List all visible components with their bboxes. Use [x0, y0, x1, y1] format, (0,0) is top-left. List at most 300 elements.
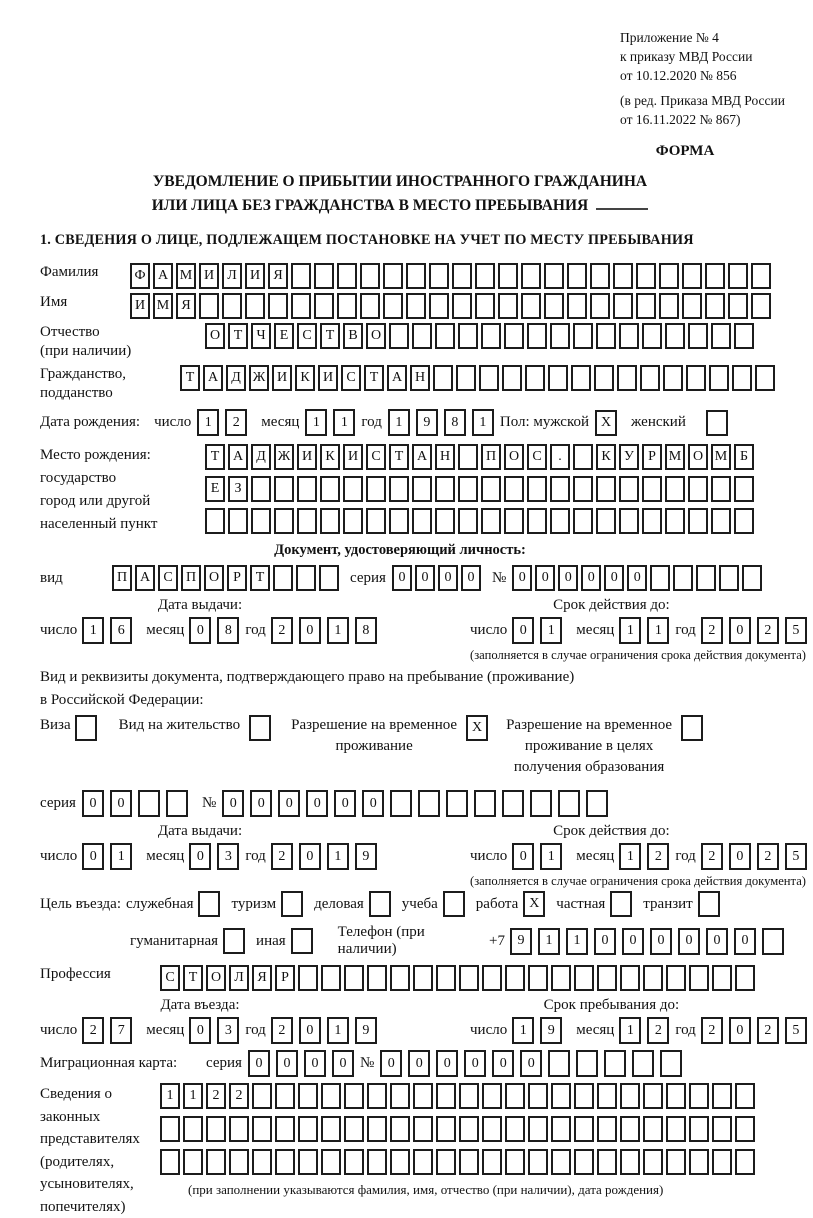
char-cell[interactable]: [435, 508, 455, 534]
char-cell[interactable]: [594, 365, 614, 391]
char-cell[interactable]: И: [199, 263, 219, 289]
char-cell[interactable]: [527, 323, 547, 349]
char-cell[interactable]: А: [387, 365, 407, 391]
char-cell[interactable]: [659, 263, 679, 289]
char-cell[interactable]: Р: [227, 565, 247, 591]
char-cell[interactable]: Т: [320, 323, 340, 349]
char-cell[interactable]: 0: [734, 928, 756, 955]
char-cell[interactable]: [712, 1149, 732, 1175]
char-cell[interactable]: К: [596, 444, 616, 470]
char-cell[interactable]: [688, 323, 708, 349]
char-cell[interactable]: О: [204, 565, 224, 591]
char-cell[interactable]: [321, 1083, 341, 1109]
char-cell[interactable]: [666, 1116, 686, 1142]
char-cell[interactable]: 2: [647, 1017, 669, 1044]
char-cell[interactable]: 2: [701, 1017, 723, 1044]
visa-checkbox[interactable]: [75, 715, 97, 741]
char-cell[interactable]: 0: [464, 1050, 486, 1077]
citizenship-input[interactable]: [180, 365, 778, 391]
char-cell[interactable]: [199, 293, 219, 319]
char-cell[interactable]: [551, 1083, 571, 1109]
char-cell[interactable]: 2: [757, 1017, 779, 1044]
char-cell[interactable]: [574, 1083, 594, 1109]
char-cell[interactable]: [604, 1050, 626, 1077]
permit-series-input[interactable]: [82, 790, 194, 817]
char-cell[interactable]: [412, 323, 432, 349]
private-checkbox[interactable]: [610, 891, 643, 917]
char-cell[interactable]: 0: [436, 1050, 458, 1077]
permit-valid-month-input[interactable]: [619, 843, 675, 870]
transit-checkbox[interactable]: [698, 891, 731, 917]
char-cell[interactable]: [206, 1149, 226, 1175]
char-cell[interactable]: [567, 293, 587, 319]
char-cell[interactable]: 0: [222, 790, 244, 817]
char-cell[interactable]: 0: [706, 928, 728, 955]
char-cell[interactable]: 3: [217, 843, 239, 870]
char-cell[interactable]: [344, 1116, 364, 1142]
char-cell[interactable]: [475, 263, 495, 289]
permit-issue-month-input[interactable]: [189, 843, 245, 870]
char-cell[interactable]: [474, 790, 496, 817]
char-cell[interactable]: 2: [757, 843, 779, 870]
char-cell[interactable]: [275, 1116, 295, 1142]
char-cell[interactable]: [705, 293, 725, 319]
char-cell[interactable]: [573, 323, 593, 349]
char-cell[interactable]: Т: [364, 365, 384, 391]
char-cell[interactable]: [183, 1149, 203, 1175]
char-cell[interactable]: [505, 965, 525, 991]
char-cell[interactable]: [390, 965, 410, 991]
work-checkbox[interactable]: [523, 891, 556, 917]
char-cell[interactable]: [590, 263, 610, 289]
char-cell[interactable]: [321, 965, 341, 991]
char-cell[interactable]: [548, 1050, 570, 1077]
char-cell[interactable]: [337, 293, 357, 319]
char-cell[interactable]: [482, 1083, 502, 1109]
permit-valid-year-input[interactable]: [701, 843, 813, 870]
char-cell[interactable]: 0: [729, 1017, 751, 1044]
char-cell[interactable]: [505, 1083, 525, 1109]
char-cell[interactable]: М: [176, 263, 196, 289]
char-cell[interactable]: .: [550, 444, 570, 470]
id-valid-year-input[interactable]: [701, 617, 813, 644]
char-cell[interactable]: Т: [389, 444, 409, 470]
char-cell[interactable]: [574, 1116, 594, 1142]
char-cell[interactable]: 3: [217, 1017, 239, 1044]
char-cell[interactable]: О: [205, 323, 225, 349]
char-cell[interactable]: [673, 565, 693, 591]
char-cell[interactable]: О: [366, 323, 386, 349]
char-cell[interactable]: 2: [229, 1083, 249, 1109]
char-cell[interactable]: [527, 476, 547, 502]
char-cell[interactable]: [160, 1149, 180, 1175]
char-cell[interactable]: 8: [355, 617, 377, 644]
char-cell[interactable]: 1: [183, 1083, 203, 1109]
char-cell[interactable]: 0: [278, 790, 300, 817]
char-cell[interactable]: [252, 1116, 272, 1142]
char-cell[interactable]: [222, 293, 242, 319]
char-cell[interactable]: Т: [180, 365, 200, 391]
char-cell[interactable]: [574, 1149, 594, 1175]
char-cell[interactable]: [252, 1083, 272, 1109]
patronymic-input[interactable]: [205, 323, 757, 349]
char-cell[interactable]: 0: [627, 565, 647, 591]
char-cell[interactable]: [389, 476, 409, 502]
char-cell[interactable]: 1: [110, 843, 132, 870]
char-cell[interactable]: [643, 1116, 663, 1142]
char-cell[interactable]: 1: [197, 409, 219, 436]
char-cell[interactable]: Ж: [249, 365, 269, 391]
char-cell[interactable]: [596, 323, 616, 349]
char-cell[interactable]: [344, 1149, 364, 1175]
char-cell[interactable]: [446, 790, 468, 817]
char-cell[interactable]: [436, 1083, 456, 1109]
char-cell[interactable]: 0: [189, 1017, 211, 1044]
char-cell[interactable]: 0: [678, 928, 700, 955]
char-cell[interactable]: 1: [327, 1017, 349, 1044]
char-cell[interactable]: 2: [206, 1083, 226, 1109]
char-cell[interactable]: 9: [540, 1017, 562, 1044]
char-cell[interactable]: [413, 965, 433, 991]
char-cell[interactable]: 0: [299, 1017, 321, 1044]
char-cell[interactable]: [498, 293, 518, 319]
char-cell[interactable]: [527, 508, 547, 534]
char-cell[interactable]: [458, 444, 478, 470]
char-cell[interactable]: [735, 1083, 755, 1109]
char-cell[interactable]: [367, 1116, 387, 1142]
char-cell[interactable]: 8: [444, 409, 466, 436]
char-cell[interactable]: [321, 1116, 341, 1142]
char-cell[interactable]: [383, 263, 403, 289]
char-cell[interactable]: 1: [327, 843, 349, 870]
char-cell[interactable]: [642, 508, 662, 534]
char-cell[interactable]: [620, 1149, 640, 1175]
char-cell[interactable]: [314, 263, 334, 289]
char-cell[interactable]: О: [688, 444, 708, 470]
char-cell[interactable]: У: [619, 444, 639, 470]
char-cell[interactable]: 1: [305, 409, 327, 436]
char-cell[interactable]: [650, 565, 670, 591]
char-cell[interactable]: [597, 965, 617, 991]
char-cell[interactable]: С: [366, 444, 386, 470]
char-cell[interactable]: 0: [276, 1050, 298, 1077]
char-cell[interactable]: [712, 1083, 732, 1109]
char-cell[interactable]: 0: [650, 928, 672, 955]
char-cell[interactable]: [459, 1083, 479, 1109]
char-cell[interactable]: [521, 263, 541, 289]
char-cell[interactable]: Л: [222, 263, 242, 289]
char-cell[interactable]: [551, 965, 571, 991]
other-checkbox[interactable]: [291, 928, 324, 954]
legal-rep-input-row3[interactable]: [160, 1149, 758, 1175]
char-cell[interactable]: [360, 293, 380, 319]
char-cell[interactable]: 2: [82, 1017, 104, 1044]
char-cell[interactable]: [344, 1083, 364, 1109]
checkbox-cell[interactable]: [369, 891, 391, 917]
char-cell[interactable]: [481, 323, 501, 349]
permit-issue-year-input[interactable]: [271, 843, 383, 870]
char-cell[interactable]: [297, 476, 317, 502]
char-cell[interactable]: [298, 965, 318, 991]
char-cell[interactable]: 1: [538, 928, 560, 955]
stay-month-input[interactable]: [619, 1017, 675, 1044]
char-cell[interactable]: [436, 1149, 456, 1175]
checkbox-cell[interactable]: [281, 891, 303, 917]
char-cell[interactable]: [751, 293, 771, 319]
char-cell[interactable]: 0: [189, 617, 211, 644]
char-cell[interactable]: [245, 293, 265, 319]
permit-valid-day-input[interactable]: [512, 843, 568, 870]
checkbox-cell[interactable]: [75, 715, 97, 741]
checkbox-cell[interactable]: [223, 928, 245, 954]
char-cell[interactable]: 0: [304, 1050, 326, 1077]
doc-type-input[interactable]: [112, 565, 342, 591]
profession-input[interactable]: [160, 965, 758, 991]
char-cell[interactable]: 0: [82, 790, 104, 817]
char-cell[interactable]: Н: [410, 365, 430, 391]
checkbox-cell[interactable]: [291, 928, 313, 954]
char-cell[interactable]: [482, 965, 502, 991]
char-cell[interactable]: 2: [271, 843, 293, 870]
char-cell[interactable]: [273, 565, 293, 591]
char-cell[interactable]: П: [181, 565, 201, 591]
mc-series-input[interactable]: [248, 1050, 360, 1077]
char-cell[interactable]: 1: [388, 409, 410, 436]
char-cell[interactable]: [228, 508, 248, 534]
char-cell[interactable]: Б: [734, 444, 754, 470]
char-cell[interactable]: [642, 323, 662, 349]
char-cell[interactable]: [711, 476, 731, 502]
char-cell[interactable]: Я: [176, 293, 196, 319]
char-cell[interactable]: [619, 476, 639, 502]
char-cell[interactable]: [528, 1083, 548, 1109]
char-cell[interactable]: М: [711, 444, 731, 470]
char-cell[interactable]: [617, 365, 637, 391]
char-cell[interactable]: [251, 476, 271, 502]
char-cell[interactable]: [551, 1116, 571, 1142]
char-cell[interactable]: [504, 323, 524, 349]
entry-day-input[interactable]: [82, 1017, 138, 1044]
char-cell[interactable]: 1: [619, 617, 641, 644]
char-cell[interactable]: 0: [461, 565, 481, 591]
char-cell[interactable]: [390, 1116, 410, 1142]
char-cell[interactable]: 0: [250, 790, 272, 817]
char-cell[interactable]: 0: [512, 843, 534, 870]
char-cell[interactable]: [275, 1083, 295, 1109]
char-cell[interactable]: [709, 365, 729, 391]
birth-year-input[interactable]: [388, 409, 500, 436]
char-cell[interactable]: [596, 476, 616, 502]
char-cell[interactable]: 1: [566, 928, 588, 955]
char-cell[interactable]: [735, 1149, 755, 1175]
char-cell[interactable]: Н: [435, 444, 455, 470]
char-cell[interactable]: [367, 1149, 387, 1175]
char-cell[interactable]: [502, 790, 524, 817]
char-cell[interactable]: О: [504, 444, 524, 470]
char-cell[interactable]: И: [272, 365, 292, 391]
char-cell[interactable]: [320, 508, 340, 534]
char-cell[interactable]: 0: [189, 843, 211, 870]
char-cell[interactable]: [275, 1149, 295, 1175]
char-cell[interactable]: [719, 565, 739, 591]
char-cell[interactable]: [390, 790, 412, 817]
phone-input[interactable]: [510, 928, 790, 955]
char-cell[interactable]: 1: [472, 409, 494, 436]
char-cell[interactable]: Р: [642, 444, 662, 470]
char-cell[interactable]: О: [206, 965, 226, 991]
permit-issue-day-input[interactable]: [82, 843, 138, 870]
char-cell[interactable]: 0: [512, 565, 532, 591]
char-cell[interactable]: [406, 293, 426, 319]
char-cell[interactable]: 0: [535, 565, 555, 591]
char-cell[interactable]: П: [112, 565, 132, 591]
temp-permit-checkbox[interactable]: [466, 715, 488, 741]
char-cell[interactable]: [412, 476, 432, 502]
char-cell[interactable]: [429, 263, 449, 289]
char-cell[interactable]: [636, 293, 656, 319]
char-cell[interactable]: [183, 1116, 203, 1142]
char-cell[interactable]: Т: [228, 323, 248, 349]
char-cell[interactable]: 9: [355, 843, 377, 870]
char-cell[interactable]: Д: [251, 444, 271, 470]
char-cell[interactable]: 5: [785, 1017, 807, 1044]
char-cell[interactable]: [686, 365, 706, 391]
char-cell[interactable]: 5: [785, 843, 807, 870]
humanitarian-checkbox[interactable]: [223, 928, 256, 954]
gender-female-checkbox[interactable]: [706, 410, 728, 436]
char-cell[interactable]: [550, 323, 570, 349]
char-cell[interactable]: [665, 476, 685, 502]
char-cell[interactable]: [389, 323, 409, 349]
char-cell[interactable]: 0: [594, 928, 616, 955]
char-cell[interactable]: [229, 1116, 249, 1142]
char-cell[interactable]: [689, 965, 709, 991]
char-cell[interactable]: Е: [274, 323, 294, 349]
char-cell[interactable]: [435, 323, 455, 349]
char-cell[interactable]: [458, 476, 478, 502]
char-cell[interactable]: [632, 1050, 654, 1077]
char-cell[interactable]: [689, 1116, 709, 1142]
char-cell[interactable]: [319, 565, 339, 591]
birthplace-input-row3[interactable]: [205, 508, 757, 534]
char-cell[interactable]: С: [527, 444, 547, 470]
char-cell[interactable]: 0: [558, 565, 578, 591]
char-cell[interactable]: [406, 263, 426, 289]
char-cell[interactable]: [459, 1116, 479, 1142]
char-cell[interactable]: [643, 1083, 663, 1109]
char-cell[interactable]: [665, 508, 685, 534]
char-cell[interactable]: [166, 790, 188, 817]
char-cell[interactable]: 1: [619, 843, 641, 870]
char-cell[interactable]: 1: [333, 409, 355, 436]
char-cell[interactable]: [751, 263, 771, 289]
char-cell[interactable]: Ж: [274, 444, 294, 470]
char-cell[interactable]: 2: [701, 617, 723, 644]
char-cell[interactable]: [573, 444, 593, 470]
char-cell[interactable]: [530, 790, 552, 817]
char-cell[interactable]: Р: [275, 965, 295, 991]
char-cell[interactable]: Т: [250, 565, 270, 591]
char-cell[interactable]: [482, 1149, 502, 1175]
char-cell[interactable]: [436, 965, 456, 991]
char-cell[interactable]: [479, 365, 499, 391]
char-cell[interactable]: [521, 293, 541, 319]
char-cell[interactable]: К: [295, 365, 315, 391]
char-cell[interactable]: И: [130, 293, 150, 319]
char-cell[interactable]: [251, 508, 271, 534]
char-cell[interactable]: 7: [110, 1017, 132, 1044]
char-cell[interactable]: [458, 323, 478, 349]
char-cell[interactable]: [360, 263, 380, 289]
char-cell[interactable]: 5: [785, 617, 807, 644]
char-cell[interactable]: И: [245, 263, 265, 289]
stay-day-input[interactable]: [512, 1017, 568, 1044]
char-cell[interactable]: 0: [512, 617, 534, 644]
char-cell[interactable]: [366, 476, 386, 502]
id-valid-month-input[interactable]: [619, 617, 675, 644]
char-cell[interactable]: [755, 365, 775, 391]
char-cell[interactable]: Т: [205, 444, 225, 470]
char-cell[interactable]: [505, 1149, 525, 1175]
checkbox-cell[interactable]: [610, 891, 632, 917]
char-cell[interactable]: [343, 476, 363, 502]
char-cell[interactable]: 0: [332, 1050, 354, 1077]
char-cell[interactable]: [735, 1116, 755, 1142]
birth-day-input[interactable]: [197, 409, 253, 436]
char-cell[interactable]: [452, 293, 472, 319]
char-cell[interactable]: [666, 965, 686, 991]
char-cell[interactable]: 0: [110, 790, 132, 817]
char-cell[interactable]: [413, 1149, 433, 1175]
char-cell[interactable]: [728, 293, 748, 319]
char-cell[interactable]: [688, 508, 708, 534]
char-cell[interactable]: [459, 1149, 479, 1175]
char-cell[interactable]: [525, 365, 545, 391]
char-cell[interactable]: [390, 1149, 410, 1175]
checkbox-cell[interactable]: [249, 715, 271, 741]
temp-permit-edu-checkbox[interactable]: [681, 715, 703, 741]
char-cell[interactable]: [268, 293, 288, 319]
char-cell[interactable]: Я: [268, 263, 288, 289]
char-cell[interactable]: [550, 508, 570, 534]
char-cell[interactable]: 8: [217, 617, 239, 644]
char-cell[interactable]: [711, 508, 731, 534]
char-cell[interactable]: [366, 508, 386, 534]
char-cell[interactable]: [548, 365, 568, 391]
checkbox-cell[interactable]: X: [466, 715, 488, 741]
char-cell[interactable]: 1: [82, 617, 104, 644]
char-cell[interactable]: [574, 965, 594, 991]
char-cell[interactable]: [252, 1149, 272, 1175]
permit-number-input[interactable]: [222, 790, 614, 817]
char-cell[interactable]: [597, 1083, 617, 1109]
char-cell[interactable]: 0: [306, 790, 328, 817]
char-cell[interactable]: 0: [334, 790, 356, 817]
char-cell[interactable]: [418, 790, 440, 817]
char-cell[interactable]: 0: [520, 1050, 542, 1077]
char-cell[interactable]: [620, 1116, 640, 1142]
name-input[interactable]: [130, 293, 774, 319]
char-cell[interactable]: С: [158, 565, 178, 591]
char-cell[interactable]: [498, 263, 518, 289]
char-cell[interactable]: [689, 1083, 709, 1109]
char-cell[interactable]: [712, 965, 732, 991]
char-cell[interactable]: [296, 565, 316, 591]
char-cell[interactable]: [321, 1149, 341, 1175]
char-cell[interactable]: 9: [416, 409, 438, 436]
legal-rep-input-row2[interactable]: [160, 1116, 758, 1142]
char-cell[interactable]: 0: [581, 565, 601, 591]
